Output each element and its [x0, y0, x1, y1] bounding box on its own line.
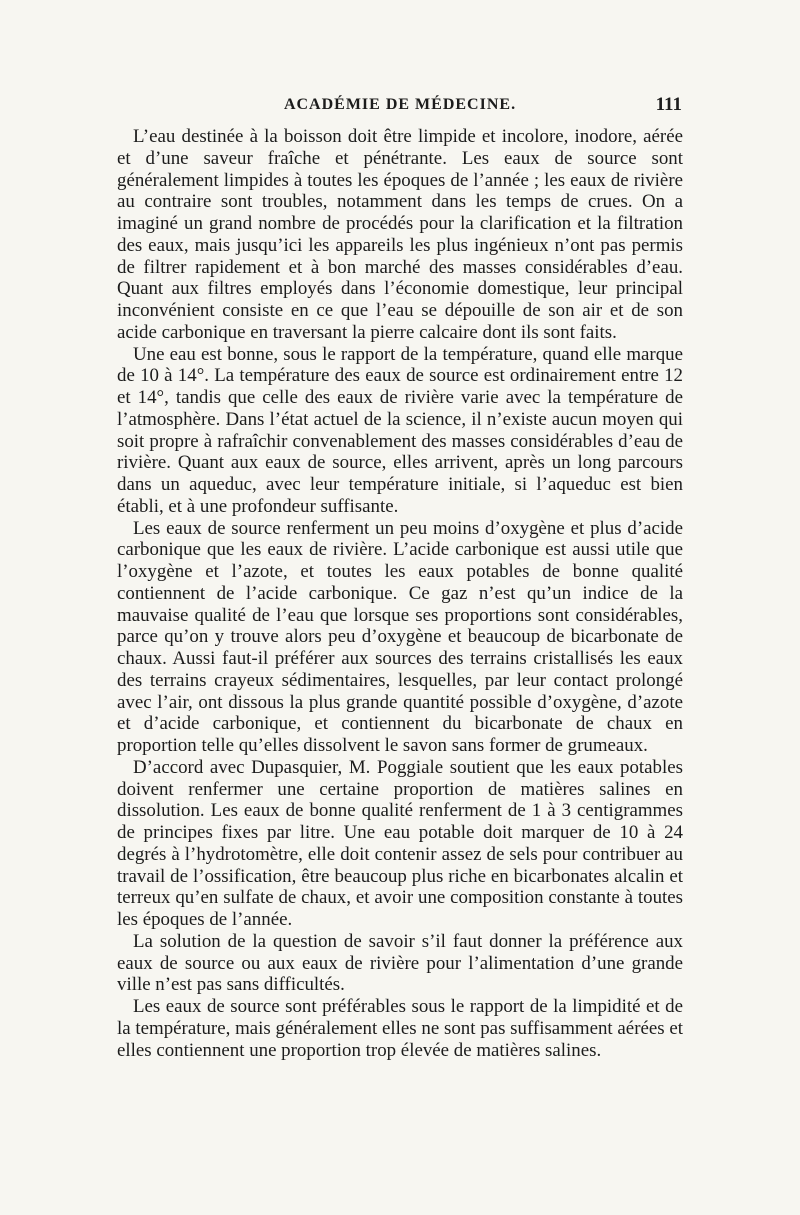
page-header [118, 96, 682, 120]
paragraph-gases: Les eaux de source renferment un peu moins d’oxygène et plus d’acide carbonique que les eaux de rivière. L’acide carbonique est aussi utile que l’oxygène et l’azote, et toutes les eaux potables de bonne qualité contiennent de l’acide carbonique. Ce gaz n’est qu’un indice de la mauvaise qualité de l’eau que lorsque ses proportions sont considérables, parce qu’on y trouve alors peu d’oxygène et beaucoup de bicarbonate de chaux. Aussi faut-il préférer aux sources des terrains cristallisés les eaux des terrains crayeux sédimentaires, lesquelles, par leur contact prolongé avec l’air, ont dissous la plus grande quantité possible d’oxygène, d’azote et d’acide carbonique, et contiennent du bicarbonate de chaux en proportion telle qu’elles dissolvent le savon sans former de grumeaux. [117, 517, 683, 756]
body-text [117, 126, 683, 1061]
page-number: 111 [655, 94, 682, 115]
paragraph-water-quality: L’eau destinée à la boisson doit être limpide et incolore, inodore, aérée et d’une saveur fraîche et pénétrante. Les eaux de source sont généralement limpides à toutes les époques de l’année ; les eaux de rivière au contraire sont troubles, notamment dans les temps de crues. On a imaginé un grand nombre de procédés pour la clarification et la filtration des eaux, mais jusqu’ici les appareils les plus ingénieux n’ont pas permis de filtrer rapidement et à bon marché des masses considérables d’eau. Quant aux filtres employés dans l’économie domestique, leur principal inconvénient consiste en ce que l’eau se dépouille de son air et de son acide carbonique en traversant la pierre calcaire dont ils sont faits. [117, 126, 683, 343]
paragraph-source-water: Les eaux de source sont préférables sous le rapport de la limpidité et de la température, mais généralement elles ne sont pas suffisamment aérées et elles contiennent une proportion trop élevée de matières salines. [117, 996, 683, 1061]
running-title: ACADÉMIE DE MÉDECINE. [283, 96, 517, 113]
paragraph-saline-matter: D’accord avec Dupasquier, M. Poggiale soutient que les eaux potables doivent renfermer une certaine proportion de matières salines en dissolution. Les eaux de bonne qualité renferment de 1 à 3 centigrammes de principes fixes par litre. Une eau potable doit marquer de 10 à 24 degrés à l’hydrotomètre, elle doit contenir assez de sels pour contribuer au travail de l’ossification, être beaucoup plus riche en bicarbonates alcalin et terreux qu’en sulfate de chaux, et avoir une composition constante à toutes les époques de l’année. [117, 756, 683, 930]
paragraph-temperature: Une eau est bonne, sous le rapport de la température, quand elle marque de 10 à 14°. La température des eaux de source est ordinairement entre 12 et 14°, tandis que celle des eaux de rivière varie avec la température de l’atmosphère. Dans l’état actuel de la science, il n’existe aucun moyen qui soit propre à rafraîchir convenablement des masses considérables d’eau de rivière. Quant aux eaux de source, elles arrivent, après un long parcours dans un aqueduc, avec leur température initiale, si l’aqueduc est bien établi, et à une profondeur suffisante. [117, 343, 683, 517]
paragraph-question: La solution de la question de savoir s’il faut donner la préférence aux eaux de source ou aux eaux de rivière pour l’alimentation d’une grande ville n’est pas sans difficultés. [117, 930, 683, 996]
